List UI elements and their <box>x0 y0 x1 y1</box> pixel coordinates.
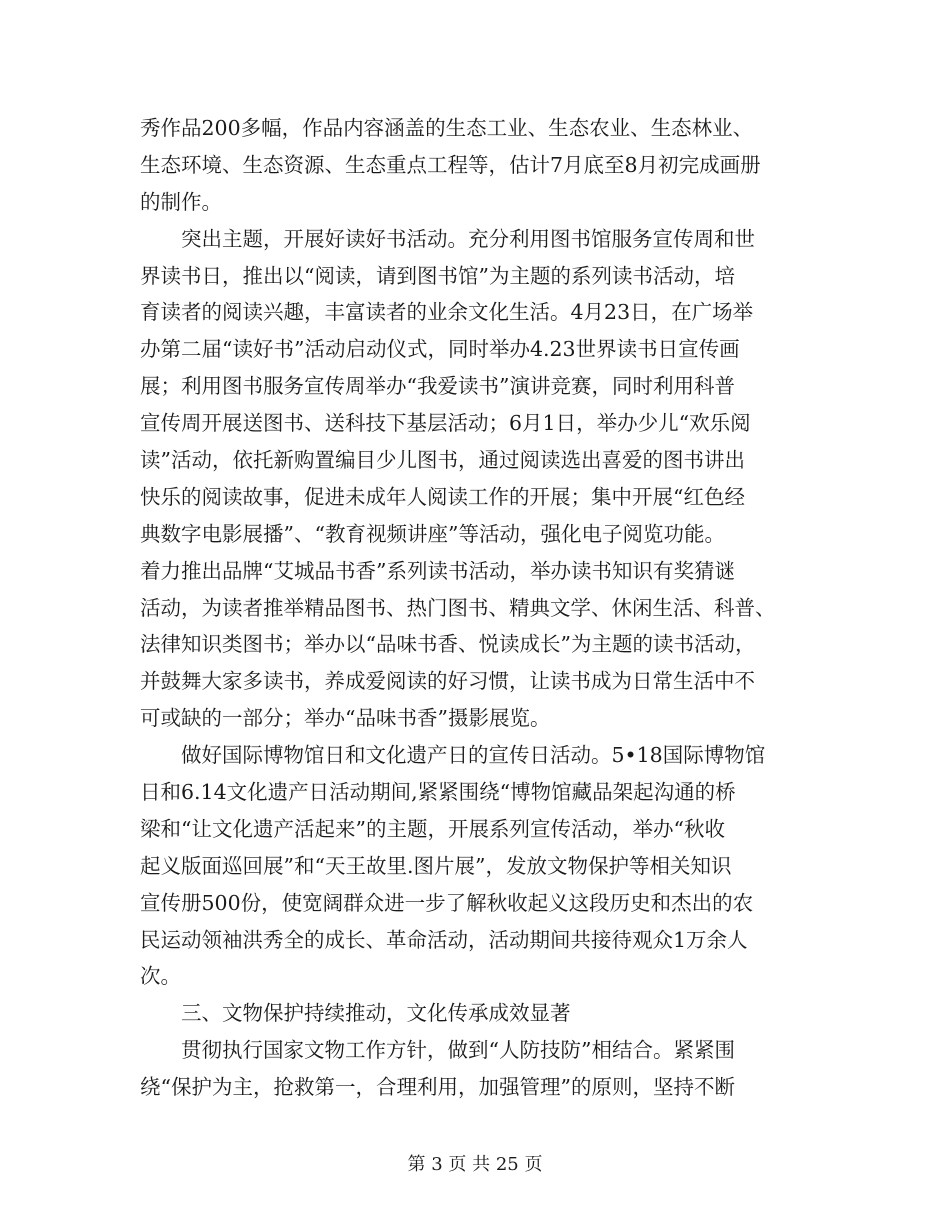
text-line: 典数字电影展播”、“教育视频讲座”等活动，强化电子阅览功能。 <box>140 521 725 546</box>
text-line: 快乐的阅读故事，促进未成年人阅读工作的开展；集中开展“红色经 <box>140 484 745 509</box>
text-line: 做好国际博物馆日和文化遗产日的宣传日活动。5•18国际博物馆 <box>181 743 766 768</box>
text-line: 的制作。 <box>140 189 222 214</box>
text-line: 起义版面巡回展”和“天王故里.图片展”，发放文物保护等相关知识 <box>140 853 732 878</box>
text-line: 活动，为读者推举精品图书、热门图书、精典文学、休闲生活、科普、 <box>140 595 776 620</box>
text-line: 育读者的阅读兴趣，丰富读者的业余文化生活。4月23日，在广场举 <box>140 300 754 325</box>
text-line: 突出主题，开展好读好书活动。充分利用图书馆服务宣传周和世 <box>181 226 755 251</box>
text-line: 法律知识类图书；举办以“品味书香、悦读成长”为主题的读书活动， <box>140 632 756 657</box>
text-line: 读”活动，依托新购置编目少儿图书，通过阅读选出喜爱的图书讲出 <box>140 448 745 473</box>
text-line: 展；利用图书服务宣传周举办“我爱读书”演讲竞赛，同时利用科普 <box>140 374 735 399</box>
text-line: 贯彻执行国家文物工作方针，做到“人防技防”相结合。紧紧围 <box>181 1038 735 1063</box>
page-number-footer: 第 3 页 共 25 页 <box>407 1154 543 1175</box>
text-line: 宣传册500份，使宽阔群众进一步了解秋收起义这段历史和杰出的农 <box>140 890 754 915</box>
text-line: 秀作品200多幅，作品内容涵盖的生态工业、生态农业、生态林业、 <box>140 116 754 140</box>
text-line: 次。 <box>140 964 181 989</box>
text-line: 生态环境、生态资源、生态重点工程等，估计7月底至8月初完成画册 <box>140 152 761 177</box>
text-line: 办第二届“读好书”活动启动仪式，同时举办4.23世界读书日宣传画 <box>140 337 740 362</box>
text-line: 梁和“让文化遗产活起来”的主题，开展系列宣传活动，举办“秋收 <box>140 816 725 841</box>
document-body <box>140 110 815 1106</box>
text-line: 界读书日，推出以“阅读，请到图书馆”为主题的系列读书活动，培 <box>140 263 735 288</box>
text-line: 着力推出品牌“艾城品书香”系列读书活动，举办读书知识有奖猜谜 <box>140 558 735 583</box>
text-line: 可或缺的一部分；举办“品味书香”摄影展览。 <box>140 706 551 731</box>
text-line: 三、文物保护持续推动，文化传承成效显著 <box>181 1001 571 1026</box>
text-line: 日和6.14文化遗产日活动期间,紧紧围绕“博物馆藏品架起沟通的桥 <box>140 780 736 805</box>
text-line: 宣传周开展送图书、送科技下基层活动；6月1日，举办少儿“欢乐阅 <box>140 411 751 436</box>
text-line: 绕“保护为主，抢救第一，合理利用，加强管理”的原则，坚持不断 <box>140 1075 735 1100</box>
text-line: 并鼓舞大家多读书，养成爱阅读的好习惯，让读书成为日常生活中不 <box>140 669 755 694</box>
text-line: 民运动领袖洪秀全的成长、革命活动，活动期间共接待观众1万余人 <box>140 927 748 952</box>
